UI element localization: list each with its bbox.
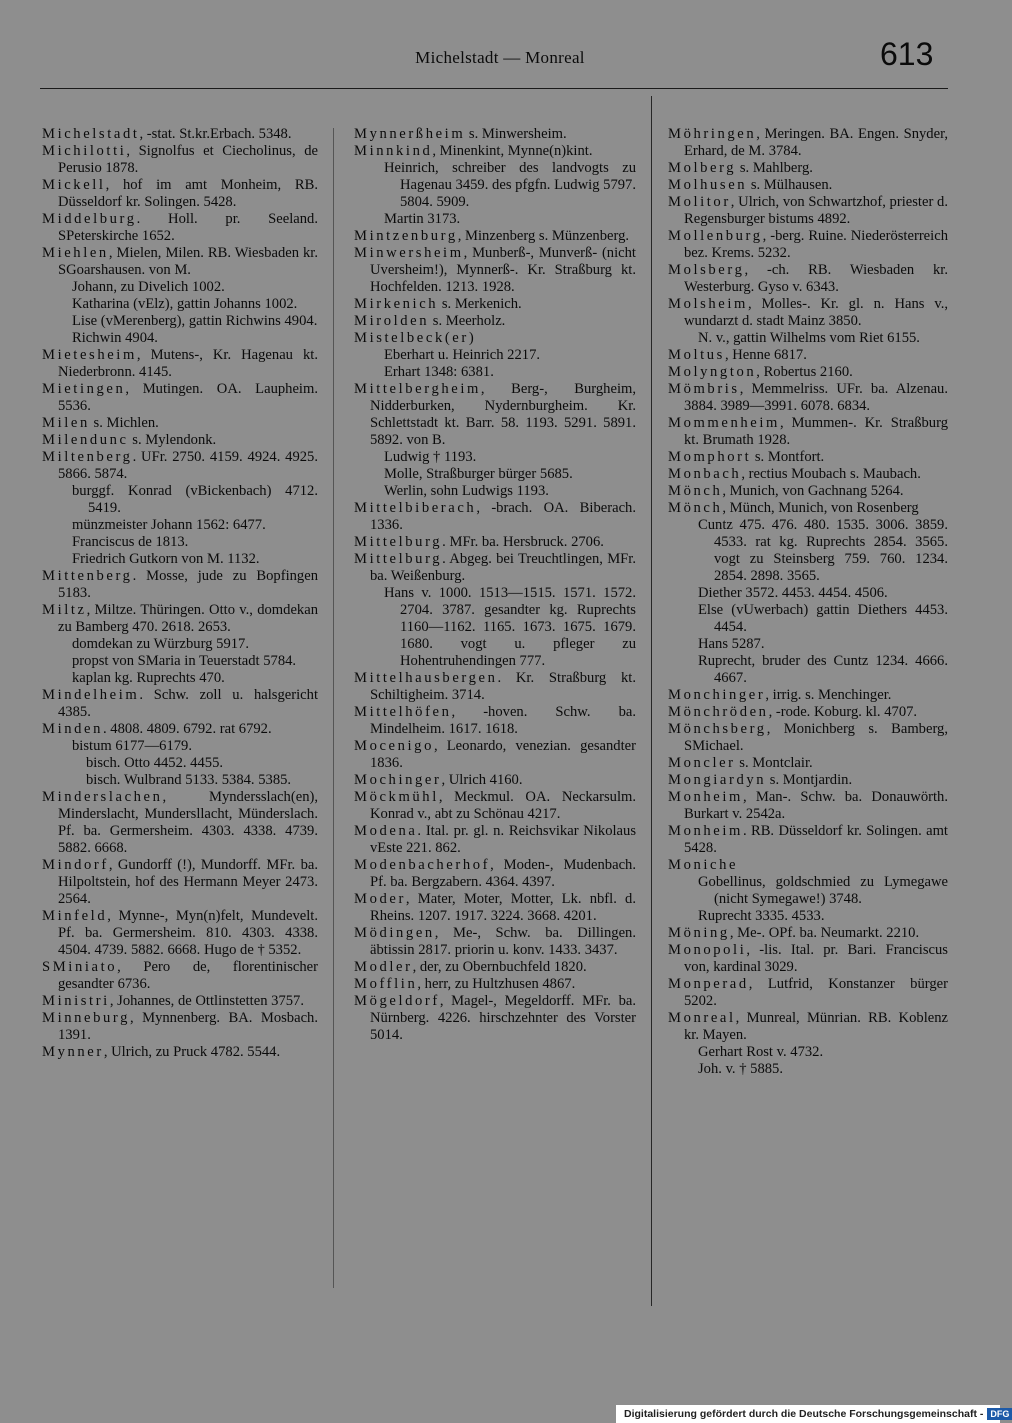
index-entry [42, 432, 318, 449]
entry-headword: Mittelbiberach [354, 500, 477, 516]
entry-text: , Mutingen. OA. Laupheim. 5536. [58, 381, 318, 414]
index-subentry [668, 330, 948, 347]
entry-text: Gobellinus, goldschmied zu Lymegawe (nicht Symegawe!) 3748. [698, 874, 948, 907]
entry-headword: Monperad [668, 976, 749, 992]
entry-headword: Milen [42, 415, 90, 431]
index-entry [42, 381, 318, 415]
entry-headword: Mintzenburg [354, 228, 458, 244]
entry-headword: Mömbris [668, 381, 740, 397]
column-divider-left [333, 128, 334, 1288]
index-entry [354, 534, 636, 551]
entry-text: , Johannes, de Ottlinstetten 3757. [109, 993, 304, 1009]
index-entry [668, 347, 948, 364]
index-entry [354, 126, 636, 143]
index-entry [668, 194, 948, 228]
index-subentry [354, 585, 636, 670]
entry-headword: Molsberg [668, 262, 745, 278]
index-entry [668, 160, 948, 177]
entry-headword: Miltz [42, 602, 87, 618]
index-subentry [668, 1061, 948, 1078]
entry-headword: Mofflin [354, 976, 418, 992]
index-entry [354, 959, 636, 976]
column-divider-right [651, 96, 652, 1306]
index-subentry [354, 160, 636, 211]
entry-text: , Robertus 2160. [756, 364, 853, 380]
index-entry [42, 857, 318, 908]
entry-text: , Gundorff (!), Mundorff. MFr. ba. Hilpoltstein, hof des Hermann Meyer 2473. 2564. [58, 857, 318, 907]
index-subentry [42, 772, 318, 789]
entry-headword: Monopoli [668, 942, 747, 958]
index-entry [42, 721, 318, 738]
index-subentry [668, 874, 948, 908]
entry-headword: Milendunc [42, 432, 129, 448]
index-subentry [42, 330, 318, 347]
entry-headword: Modena [354, 823, 418, 839]
entry-text: Diether 3572. 4453. 4454. 4506. [698, 585, 888, 601]
entry-headword: Molsheim [668, 296, 748, 312]
entry-text: , -stat. St.kr.Erbach. 5348. [139, 126, 292, 142]
index-subentry [42, 296, 318, 313]
index-entry [42, 126, 318, 143]
entry-headword: Mietingen [42, 381, 126, 397]
index-entry [42, 449, 318, 483]
entry-headword: SMiniato [42, 959, 118, 975]
index-subentry [42, 517, 318, 534]
index-entry [668, 449, 948, 466]
index-entry [354, 857, 636, 891]
entry-text: , Mynnenberg. BA. Mosbach. 1391. [58, 1010, 318, 1043]
header-rule [40, 88, 948, 89]
entry-text: , Mynne-, Myn(n)felt, Mundevelt. Pf. ba. Germersheim. 810. 4303. 4338. 4504. 4739. 5882. 6668. Hugo de † 5352. [58, 908, 318, 958]
index-entry [354, 500, 636, 534]
entry-headword: Mittelhöfen [354, 704, 452, 720]
index-entry [354, 551, 636, 585]
index-entry [42, 415, 318, 432]
index-entry [668, 772, 948, 789]
index-subentry [668, 908, 948, 925]
entry-text: , Ulrich, von Schwartzhof, priester d. Regensburger bistums 4892. [684, 194, 948, 227]
entry-text: Franciscus de 1813. [72, 534, 189, 550]
index-entry [354, 704, 636, 738]
index-entry [354, 296, 636, 313]
entry-headword: Modenbacherhof [354, 857, 491, 873]
entry-text: , -hoven. Schw. ba. Mindelheim. 1617. 1618. [370, 704, 636, 737]
entry-text: , Monichberg s. Bamberg, SMichael. [684, 721, 948, 754]
entry-text: , Mielen, Milen. RB. Wiesbaden kr. SGoarshausen. von M. [58, 245, 318, 278]
entry-headword: Möckmühl [354, 789, 439, 805]
index-subentry [42, 279, 318, 296]
index-entry [668, 296, 948, 330]
entry-headword: Mittenberg [42, 568, 133, 584]
index-entry [42, 1044, 318, 1061]
digitization-credit [616, 1405, 1010, 1423]
index-entry [668, 364, 948, 381]
index-subentry [668, 653, 948, 687]
entry-headword: Mickell [42, 177, 106, 193]
index-subentry [354, 347, 636, 364]
index-entry [42, 993, 318, 1010]
entry-text: , Meringen. BA. Engen. Snyder, Erhard, de M. 3784. [684, 126, 948, 159]
index-column-2 [354, 126, 636, 1044]
entry-headword: Moder [354, 891, 406, 907]
entry-headword: Minneburg [42, 1010, 130, 1026]
entry-text: , Signolfus et Ciecholinus, de Perusio 1878. [58, 143, 318, 176]
entry-text: Johann, zu Divelich 1002. [72, 279, 225, 295]
entry-text: domdekan zu Würzburg 5917. [72, 636, 249, 652]
entry-text: , Molles-. Kr. gl. n. Hans v., wundarzt d. stadt Mainz 3850. [684, 296, 948, 329]
entry-headword: Mittelburg [354, 551, 443, 567]
entry-text: N. v., gattin Wilhelms vom Riet 6155. [698, 330, 920, 346]
entry-headword: Minden [42, 721, 103, 737]
entry-headword: Molitor [668, 194, 731, 210]
entry-text: . MFr. ba. Hersbruck. 2706. [442, 534, 604, 550]
entry-text: , Mutens-, Kr. Hagenau kt. Niederbronn. 4145. [58, 347, 318, 380]
index-subentry [42, 534, 318, 551]
entry-text: , Mater, Moter, Motter, Lk. nbfl. d. Rheins. 1207. 1917. 3224. 3668. 4201. [370, 891, 636, 924]
entry-headword: Mistelbeck(er) [354, 330, 477, 346]
entry-text: Cuntz 475. 476. 480. 1535. 3006. 3859. 4533. rat kg. Ruprechts 2854. 3565. vogt zu Steinsberg 759. 760. 1234. 2854. 2898. 3565. [698, 517, 948, 584]
entry-headword: Mönch [668, 483, 723, 499]
index-entry [354, 330, 636, 347]
entry-text: s. Mülhausen. [747, 177, 833, 193]
entry-headword: Monchinger [668, 687, 766, 703]
entry-headword: Mynnerßheim [354, 126, 466, 142]
entry-text: . Ital. pr. gl. n. Reichsvikar Nikolaus vEste 221. 862. [370, 823, 636, 856]
entry-text: , -brach. OA. Biberach. 1336. [370, 500, 636, 533]
index-subentry [668, 1044, 948, 1061]
entry-text: bisch. Wulbrand 5133. 5384. 5385. [86, 772, 292, 788]
entry-text: , Münch, Munich, von Rosenberg [722, 500, 919, 516]
entry-text: , Me-. OPf. ba. Neumarkt. 2210. [729, 925, 920, 941]
index-entry [668, 789, 948, 823]
entry-headword: Möhringen [668, 126, 757, 142]
entry-headword: Mönchröden [668, 704, 769, 720]
index-subentry [42, 551, 318, 568]
entry-text: . Abgeg. bei Treuchtlingen, MFr. ba. Weißenburg. [370, 551, 636, 584]
index-entry [42, 602, 318, 636]
index-entry [354, 925, 636, 959]
index-entry [42, 347, 318, 381]
entry-headword: Möning [668, 925, 730, 941]
entry-text: s. Mahlberg. [736, 160, 813, 176]
entry-headword: Monbach [668, 466, 742, 482]
entry-headword: Minfeld [42, 908, 108, 924]
entry-text: , Minzenberg s. Münzenberg. [457, 228, 630, 244]
entry-headword: Minwersheim [354, 245, 464, 261]
entry-text: s. Mylendonk. [128, 432, 217, 448]
entry-text: , rectius Moubach s. Maubach. [741, 466, 921, 482]
index-entry [668, 942, 948, 976]
index-entry [668, 500, 948, 517]
index-entry [354, 891, 636, 925]
entry-text: , Munreal, Münrian. RB. Koblenz kr. Mayen. [684, 1010, 948, 1043]
entry-headword: Mommenheim [668, 415, 780, 431]
entry-text: Ruprecht, bruder des Cuntz 1234. 4666. 4667. [698, 653, 948, 686]
index-entry [668, 704, 948, 721]
index-entry [668, 126, 948, 160]
entry-text: s. Montjardin. [766, 772, 853, 788]
entry-headword: Molhusen [668, 177, 748, 193]
index-subentry [42, 483, 318, 517]
entry-headword: Moniche [668, 857, 739, 873]
entry-text: . RB. Düsseldorf kr. Solingen. amt 5428. [684, 823, 948, 856]
entry-text: Ludwig † 1193. [384, 449, 477, 465]
index-column-3 [668, 126, 948, 1078]
entry-headword: Molyngton [668, 364, 757, 380]
entry-text: , Berg-, Burgheim, Nidderburken, Nydernburgheim. Kr. Schlettstadt kt. Barr. 58. 1193. 5291. 5891. 5892. von B. [370, 381, 636, 448]
entry-text: , Memmelriss. UFr. ba. Alzenau. 3884. 3989—3991. 6078. 6834. [684, 381, 948, 414]
index-subentry [42, 670, 318, 687]
entry-headword: Molberg [668, 160, 737, 176]
entry-headword: Mindelheim [42, 687, 140, 703]
index-subentry [42, 313, 318, 330]
entry-headword: Mirolden [354, 313, 430, 329]
index-subentry [668, 636, 948, 653]
entry-headword: Mittelburg [354, 534, 443, 550]
entry-text: s. Montclair. [735, 755, 813, 771]
entry-text: Martin 3173. [384, 211, 461, 227]
index-entry [42, 687, 318, 721]
entry-headword: Modler [354, 959, 413, 975]
entry-text: , -ch. RB. Wiesbaden kr. Westerburg. Gyso v. 6343. [684, 262, 948, 295]
entry-text: , Mummen-. Kr. Straßburg kt. Brumath 1928. [684, 415, 948, 448]
entry-text: , Ulrich 4160. [441, 772, 523, 788]
index-entry [668, 228, 948, 262]
index-entry [354, 738, 636, 772]
index-entry [42, 568, 318, 602]
entry-headword: Mocenigo [354, 738, 434, 754]
credit-text: Digitalisierung gefördert durch die Deutsche Forschungsgemeinschaft - [624, 1408, 984, 1420]
entry-text: , Meckmul. OA. Neckarsulm. Konrad v., abt zu Schönau 4217. [370, 789, 636, 822]
entry-text: Ruprecht 3335. 4533. [698, 908, 825, 924]
entry-headword: Monreal [668, 1010, 736, 1026]
index-entry [354, 381, 636, 449]
index-subentry [354, 211, 636, 228]
entry-text: , Munich, von Gachnang 5264. [722, 483, 904, 499]
entry-text: Eberhart u. Heinrich 2217. [384, 347, 541, 363]
entry-text: s. Michlen. [89, 415, 159, 431]
index-entry [354, 245, 636, 296]
entry-text: burggf. Konrad (vBickenbach) 4712. 5419. [72, 483, 318, 516]
entry-text: . UFr. 2750. 4159. 4924. 4925. 5866. 5874. [58, 449, 318, 482]
index-entry [42, 177, 318, 211]
index-entry [354, 228, 636, 245]
entry-text: , hof im amt Monheim, RB. Düsseldorf kr. Solingen. 5428. [58, 177, 318, 210]
index-subentry [668, 585, 948, 602]
entry-text: Werlin, sohn Ludwigs 1193. [384, 483, 549, 499]
entry-headword: Mögeldorf [354, 993, 440, 1009]
entry-text: kaplan kg. Ruprechts 470. [72, 670, 225, 686]
entry-text: Lise (vMerenberg), gattin Richwins 4904. [72, 313, 318, 329]
entry-headword: Moltus [668, 347, 725, 363]
entry-text: Katharina (vElz), gattin Johanns 1002. [72, 296, 298, 312]
entry-headword: Mietesheim [42, 347, 137, 363]
entry-text: , Magel-, Megeldorff. MFr. ba. Nürnberg. 4226. hirschzehnter des Vorster 5014. [370, 993, 636, 1043]
entry-text: s. Meerholz. [429, 313, 506, 329]
entry-headword: Michilotti [42, 143, 127, 159]
entry-text: . Holl. pr. Seeland. SPeterskirche 1652. [58, 211, 318, 244]
entry-headword: Minnkind [354, 143, 433, 159]
entry-text: , Miltze. Thüringen. Otto v., domdekan zu Bamberg 470. 2618. 2653. [58, 602, 318, 635]
index-entry [668, 687, 948, 704]
index-entry [42, 211, 318, 245]
index-subentry [354, 483, 636, 500]
index-entry [668, 415, 948, 449]
entry-text: , -berg. Ruine. Niederösterreich bez. Krems. 5232. [684, 228, 948, 261]
index-entry [668, 721, 948, 755]
index-entry [668, 483, 948, 500]
entry-headword: Monheim [668, 823, 743, 839]
index-subentry [354, 364, 636, 381]
entry-text: Joh. v. † 5885. [698, 1061, 783, 1077]
entry-headword: Mödingen [354, 925, 435, 941]
index-entry [668, 925, 948, 942]
index-entry [354, 143, 636, 160]
index-entry [668, 857, 948, 874]
entry-text: Friedrich Gutkorn von M. 1132. [72, 551, 260, 567]
entry-text: , Leonardo, venezian. gesandter 1836. [370, 738, 636, 771]
entry-headword: Moncler [668, 755, 736, 771]
index-entry [668, 381, 948, 415]
index-entry [354, 993, 636, 1044]
index-subentry [354, 449, 636, 466]
entry-text: . 4808. 4809. 6792. rat 6792. [103, 721, 272, 737]
index-entry [668, 466, 948, 483]
entry-text: Heinrich, schreiber des landvogts zu Hagenau 3459. des pfgfn. Ludwig 5797. 5804. 5909. [384, 160, 636, 210]
entry-headword: Mochinger [354, 772, 442, 788]
index-subentry [668, 517, 948, 585]
entry-text: bistum 6177—6179. [72, 738, 192, 754]
entry-text: . Mosse, jude zu Bopfingen 5183. [58, 568, 318, 601]
entry-text: Molle, Straßburger bürger 5685. [384, 466, 573, 482]
index-entry [42, 959, 318, 993]
entry-text: , irrig. s. Menchinger. [765, 687, 892, 703]
entry-text: s. Merkenich. [438, 296, 522, 312]
index-entry [668, 177, 948, 194]
index-entry [668, 823, 948, 857]
entry-text: Hans v. 1000. 1513—1515. 1571. 1572. 2704. 3787. gesandter kg. Ruprechts 1160—1162. 1165. 1673. 1675. 1679. 1680. vogt u. pfleger zu Hohentruhendingen 777. [384, 585, 636, 669]
entry-text: , Munberß-, Munverß- (nicht Uversheim!), Mynnerß-. Kr. Straßburg kt. Hochfelden. 1213. 1928. [370, 245, 636, 295]
entry-text: , Moden-, Mudenbach. Pf. ba. Bergzabern. 4364. 4397. [370, 857, 636, 890]
entry-headword: Mynner [42, 1044, 104, 1060]
entry-text: s. Montfort. [751, 449, 825, 465]
entry-headword: Momphort [668, 449, 752, 465]
entry-text: . Kr. Straßburg kt. Schiltigheim. 3714. [370, 670, 636, 703]
entry-text: , Henne 6817. [724, 347, 807, 363]
index-entry [354, 976, 636, 993]
index-entry [42, 908, 318, 959]
entry-text: , Ulrich, zu Pruck 4782. 5544. [103, 1044, 281, 1060]
entry-headword: Mittelhausbergen [354, 670, 498, 686]
entry-text: , herr, zu Hultzhusen 4867. [417, 976, 576, 992]
page-number: 613 [880, 36, 934, 72]
entry-text: , -rode. Koburg. kl. 4707. [768, 704, 918, 720]
index-entry [354, 772, 636, 789]
entry-text: , -lis. Ital. pr. Bari. Franciscus von, kardinal 3029. [684, 942, 948, 975]
entry-text: Gerhart Rost v. 4732. [698, 1044, 824, 1060]
index-entry [42, 143, 318, 177]
index-entry [668, 262, 948, 296]
entry-text: propst von SMaria in Teuerstadt 5784. [72, 653, 297, 669]
entry-headword: Mollenburg [668, 228, 763, 244]
index-entry [42, 1010, 318, 1044]
index-subentry [668, 602, 948, 636]
entry-headword: Miltenberg [42, 449, 133, 465]
index-column-1 [42, 126, 318, 1061]
entry-text: münzmeister Johann 1562: 6477. [72, 517, 266, 533]
entry-text: . Schw. zoll u. halsgericht 4385. [58, 687, 318, 720]
index-subentry [354, 466, 636, 483]
entry-text: , der, zu Obernbuchfeld 1820. [412, 959, 587, 975]
entry-headword: Miehlen [42, 245, 109, 261]
entry-text: , Pero de, florentinischer gesandter 6736. [58, 959, 318, 992]
entry-headword: Mindorf [42, 857, 109, 873]
entry-headword: Michelstadt [42, 126, 140, 142]
entry-text: , Minenkint, Mynne(n)kint. [432, 143, 593, 159]
entry-headword: Mongiardyn [668, 772, 767, 788]
index-entry [668, 1010, 948, 1044]
entry-text: bisch. Otto 4452. 4455. [86, 755, 224, 771]
entry-text: s. Minwersheim. [465, 126, 567, 142]
entry-text: Else (vUwerbach) gattin Diethers 4453. 4454. [698, 602, 948, 635]
entry-headword: Middelburg [42, 211, 137, 227]
index-subentry [42, 755, 318, 772]
index-entry [42, 245, 318, 279]
running-head: Michelstadt — Monreal [415, 48, 585, 67]
entry-text: Richwin 4904. [72, 330, 158, 346]
entry-headword: Mönch [668, 500, 723, 516]
index-entry [42, 789, 318, 857]
entry-text: , Lutfrid, Konstanzer bürger 5202. [684, 976, 948, 1009]
entry-headword: Monheim [668, 789, 743, 805]
entry-headword: Mittelbergheim [354, 381, 481, 397]
dfg-logo: DFG [987, 1408, 1012, 1420]
index-subentry [42, 653, 318, 670]
index-entry [668, 976, 948, 1010]
entry-headword: Minderslachen [42, 789, 163, 805]
index-subentry [42, 636, 318, 653]
index-entry [354, 313, 636, 330]
index-entry [668, 755, 948, 772]
entry-text: , Man-. Schw. ba. Donauwörth. Burkart v. 2542a. [684, 789, 948, 822]
index-entry [354, 789, 636, 823]
entry-text: Hans 5287. [698, 636, 765, 652]
entry-text: , Myndersslach(en), Minderslacht, Mundersllacht, Münderslach. Pf. ba. Germersheim. 4303. 4338. 4739. 5882. 6668. [58, 789, 318, 856]
entry-headword: Ministri [42, 993, 110, 1009]
index-subentry [42, 738, 318, 755]
entry-text: , Me-, Schw. ba. Dillingen. äbtissin 2817. priorin u. konv. 1433. 3437. [370, 925, 636, 958]
index-entry [354, 823, 636, 857]
entry-headword: Mirkenich [354, 296, 439, 312]
index-entry [354, 670, 636, 704]
entry-headword: Mönchsberg [668, 721, 767, 737]
entry-text: Erhart 1348: 6381. [384, 364, 494, 380]
